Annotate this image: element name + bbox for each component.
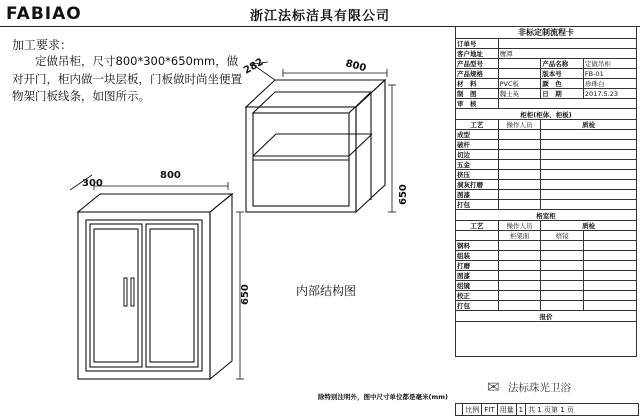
operator-header: 操作人员 [498, 221, 541, 231]
step-row: 五金 [456, 160, 499, 170]
outer-cabinet-drawing [78, 194, 232, 379]
watermark-text: 法标珠光卫浴 [508, 382, 571, 394]
outer-depth-label: 300 [82, 178, 103, 189]
quote-label: 报价 [456, 311, 637, 322]
customer-value: 鹰潭 [498, 49, 636, 59]
step-row: 打磨 [456, 261, 499, 271]
order-no-label: 订单号 [456, 39, 499, 49]
outer-width-label: 800 [160, 170, 181, 181]
footer-blank [456, 404, 463, 415]
sub-header-mirror: 格镜 [541, 231, 584, 241]
sheet-count: 共 1 页第 1 页 [528, 405, 574, 414]
unit-note: 除特别注明外，图中尺寸单位都是毫米(mm) [318, 393, 448, 401]
step-row: 破杆 [456, 140, 499, 150]
brand-logo: FABIAO [6, 4, 82, 24]
order-no-value [498, 39, 636, 49]
step-row: 成型 [456, 130, 499, 140]
inner-structure-caption: 内部结构图 [296, 284, 357, 298]
operator-header: 操作人员 [498, 120, 541, 130]
date-label: 日 期 [541, 89, 584, 99]
qc-header: 质检 [541, 120, 637, 130]
drafter-value: 魏士英 [498, 89, 541, 99]
step-row: 图漆 [456, 190, 499, 200]
qty-value: 1 [517, 404, 526, 415]
model-label: 产品型号 [456, 59, 499, 69]
process-card [455, 26, 637, 357]
qty-label: 用量 [498, 404, 517, 415]
step-row: 图漆 [456, 271, 499, 281]
spec-value [498, 69, 541, 79]
spec-label: 产品规格 [456, 69, 499, 79]
quote-area [456, 322, 637, 357]
step-row: 打包 [456, 200, 499, 210]
name-value: 定做吊柜 [583, 59, 636, 69]
version-value: FB-01 [583, 69, 636, 79]
step-row: 校正 [456, 291, 499, 301]
title-block-footer [455, 403, 639, 416]
inner-structure-drawing [246, 80, 385, 212]
company-name: 浙江法标洁具有限公司 [250, 9, 391, 24]
requirements-title: 加工要求： [12, 38, 73, 52]
inner-width-label: 800 [344, 58, 368, 75]
date-value: 2017.5.23 [583, 89, 636, 99]
scale-label: 比例 [463, 404, 482, 415]
sub-header-frame: 柜架面 [498, 231, 541, 241]
requirements-text: 定做吊柜，尺寸800*300*650mm，做对开门，柜内做一块层板，门板做时尚坐便置物架门板线条，如图所示。 [12, 54, 242, 103]
name-label: 产品名称 [541, 59, 584, 69]
review-value [498, 99, 636, 109]
inner-height-label: 650 [398, 184, 409, 205]
review-label: 审 核 [456, 99, 499, 109]
version-label: 版本号 [541, 69, 584, 79]
section-cabinet-body: 柜柜(柜体、柜板) [456, 109, 637, 120]
card-title: 非标定制流程卡 [456, 27, 637, 39]
step-row: 组镜 [456, 281, 499, 291]
customer-label: 客户地址 [456, 49, 499, 59]
model-value [498, 59, 541, 69]
process-header: 工艺 [456, 120, 499, 130]
color-value: 珍珠白 [583, 79, 636, 89]
process-header: 工艺 [456, 221, 499, 231]
step-row: 洞灰打磨 [456, 180, 499, 190]
step-row: 组装 [456, 251, 499, 261]
step-row: 钢料 [456, 241, 499, 251]
step-row: 挤压 [456, 170, 499, 180]
qc-header: 质检 [541, 221, 637, 231]
step-row: 打包 [456, 301, 499, 311]
material-label: 材 料 [456, 79, 499, 89]
wechat-icon: ✉ [487, 378, 500, 396]
step-row: 切边 [456, 150, 499, 160]
inner-depth-label: 282 [242, 56, 266, 77]
outer-height-label: 650 [240, 284, 251, 305]
section-glass-cabinet: 格室柜 [456, 210, 637, 221]
material-value: PVC板 [498, 79, 541, 89]
scale-value: FIT [482, 404, 497, 415]
color-label: 颜 色 [541, 79, 584, 89]
drafter-label: 制 图 [456, 89, 499, 99]
